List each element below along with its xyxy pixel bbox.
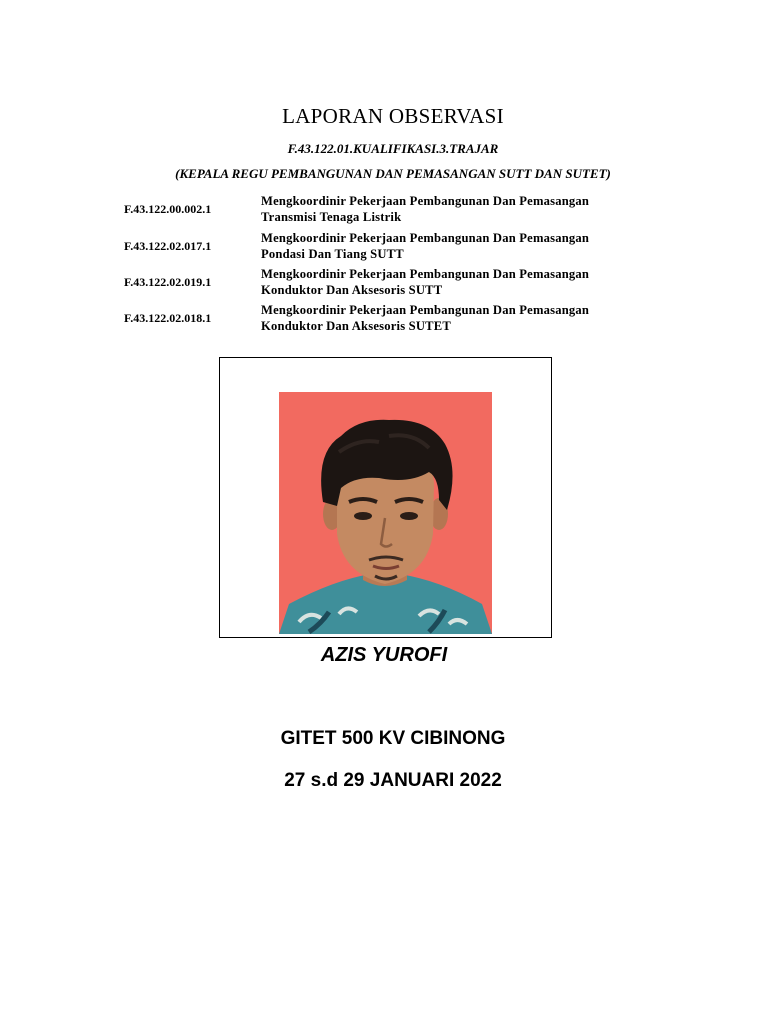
unit-description-line: Konduktor Dan Aksesoris SUTET [261,319,451,333]
unit-row [0,302,768,336]
participant-photo [279,392,492,634]
qualification-name: (KEPALA REGU PEMBANGUNAN DAN PEMASANGAN SUTT DAN SUTET) [175,166,611,181]
unit-code: F.43.122.02.018.1 [124,311,212,325]
unit-row [0,193,768,227]
unit-code: F.43.122.02.019.1 [124,275,212,289]
unit-description-line: Mengkoordinir Pekerjaan Pembangunan Dan Pemasangan [261,194,590,208]
event-dates: 27 s.d 29 JANUARI 2022 [284,770,502,791]
unit-description-line: Mengkoordinir Pekerjaan Pembangunan Dan Pemasangan [261,267,590,281]
unit-description-line: Pondasi Dan Tiang SUTT [261,247,404,261]
unit-description [261,302,661,334]
unit-description [261,193,661,225]
unit-code: F.43.122.00.002.1 [124,202,212,216]
document-title: LAPORAN OBSERVASI [282,104,504,128]
unit-description-line: Konduktor Dan Aksesoris SUTT [261,283,443,297]
unit-description-line: Mengkoordinir Pekerjaan Pembangunan Dan Pemasangan [261,303,590,317]
unit-description [261,230,661,262]
unit-description-line: Transmisi Tenaga Listrik [261,210,402,224]
unit-description [261,266,661,298]
participant-name: AZIS YUROFI [320,644,448,666]
photo-frame [219,357,552,638]
qualification-code: F.43.122.01.KUALIFIKASI.3.TRAJAR [287,141,499,156]
portrait-illustration [279,392,492,634]
event-location: GITET 500 KV CIBINONG [280,728,506,749]
unit-row [0,266,768,300]
unit-description-line: Mengkoordinir Pekerjaan Pembangunan Dan Pemasangan [261,231,590,245]
unit-code: F.43.122.02.017.1 [124,239,212,253]
unit-row [0,230,768,264]
